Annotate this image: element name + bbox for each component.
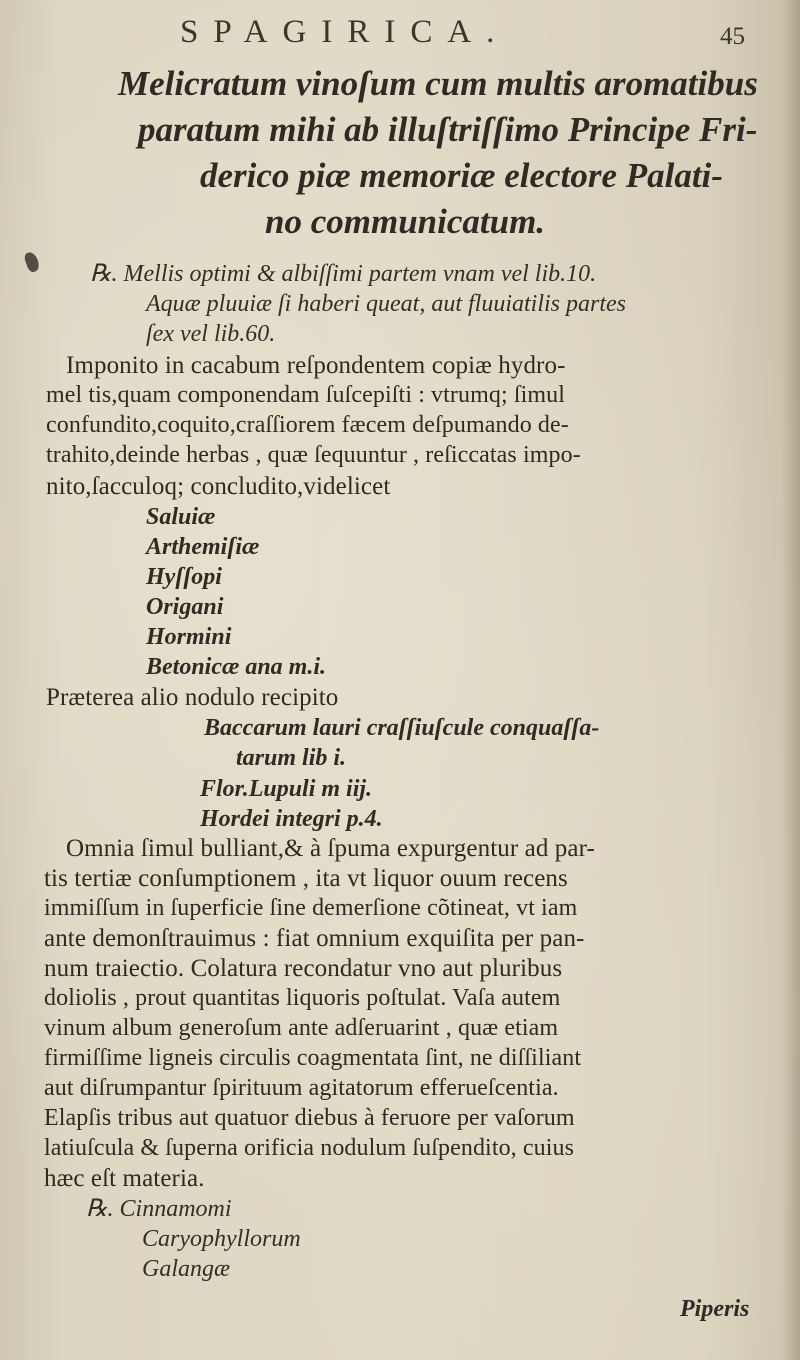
running-title: SPAGIRICA.	[180, 14, 510, 50]
title-line: derico piæ memoriæ electore Palati-	[200, 156, 723, 195]
herb-item: Hormini	[146, 624, 232, 650]
paragraph-line: tis tertiæ conſumptionem , ita vt liquor ouum recens	[44, 865, 568, 892]
herb-item: Hyſſopi	[146, 564, 222, 590]
title-line: no communicatum.	[265, 202, 546, 241]
title-line: paratum mihi ab illuſtriſſimo Principe Fri-	[138, 110, 758, 149]
recipe-line: ℞. Mellis optimi & albiſſimi partem vnam vel lib.10.	[90, 261, 597, 287]
paragraph-line: hæc eſt materia.	[44, 1165, 205, 1192]
paragraph-line: nito,ſacculoq; concludito,videlicet	[46, 473, 391, 500]
paragraph-line: immiſſum in ſuperficie ſine demerſione cõtineat, vt iam	[44, 895, 578, 921]
paragraph-line: confundito,coquito,craſſiorem fæcem deſpumando de-	[46, 412, 569, 438]
recipe-line: Hordei integri p.4.	[200, 806, 383, 832]
paragraph-line: ante demonſtrauimus : fiat omnium exquiſita per pan-	[44, 925, 585, 952]
recipe-line: ſex vel lib.60.	[146, 321, 276, 347]
paragraph-line: num traiectio. Colatura recondatur vno aut pluribus	[44, 955, 563, 982]
paragraph-line: doliolis , prout quantitas liquoris poſtulat. Vaſa autem	[44, 985, 561, 1011]
catchword: Piperis	[680, 1296, 750, 1322]
paragraph-line: Omnia ſimul bulliant,& à ſpuma expurgentur ad par-	[66, 835, 595, 862]
herb-item: Arthemiſiæ	[146, 534, 260, 560]
recipe-line: Galangæ	[142, 1256, 231, 1282]
recipe-line: Baccarum lauri craſſiuſcule conquaſſa-	[204, 715, 600, 741]
herb-item: Betonicæ ana m.i.	[146, 654, 327, 680]
herb-item: Saluiæ	[146, 504, 216, 530]
page-number: 45	[720, 23, 745, 50]
paragraph-line: Imponito in cacabum reſpondentem copiæ hydro-	[66, 352, 566, 379]
recipe-line: Flor.Lupuli m iij.	[200, 776, 373, 802]
title-line: Melicratum vinoſum cum multis aromatibus	[118, 64, 758, 103]
herb-item: Origani	[146, 594, 224, 620]
paragraph-line: Præterea alio nodulo recipito	[46, 684, 339, 711]
paragraph-line: trahito,deinde herbas , quæ ſequuntur , reſiccatas impo-	[46, 442, 581, 468]
paragraph-line: aut diſrumpantur ſpirituum agitatorum efferueſcentia.	[44, 1075, 559, 1101]
ink-stain	[23, 251, 41, 274]
paragraph-line: Elapſis tribus aut quatuor diebus à feruore per vaſorum	[44, 1105, 575, 1131]
recipe-line: Aquæ pluuiæ ſi haberi queat, aut fluuiatilis partes	[146, 291, 627, 317]
paragraph-line: latiuſcula & ſuperna orificia nodulum ſuſpendito, cuius	[44, 1135, 575, 1161]
paragraph-line: mel tis,quam componendam ſuſcepiſti : vtrumq; ſimul	[46, 382, 566, 408]
recipe-line: Caryophyllorum	[142, 1226, 301, 1252]
recipe-line: tarum lib i.	[236, 745, 347, 771]
page-edge-shadow	[782, 0, 800, 1360]
paragraph-line: vinum album generoſum ante adſeruarint , quæ etiam	[44, 1015, 559, 1041]
paragraph-line: firmiſſime ligneis circulis coagmentata ſint, ne diſſiliant	[44, 1045, 582, 1071]
recipe-line: ℞. Cinnamomi	[86, 1196, 232, 1222]
